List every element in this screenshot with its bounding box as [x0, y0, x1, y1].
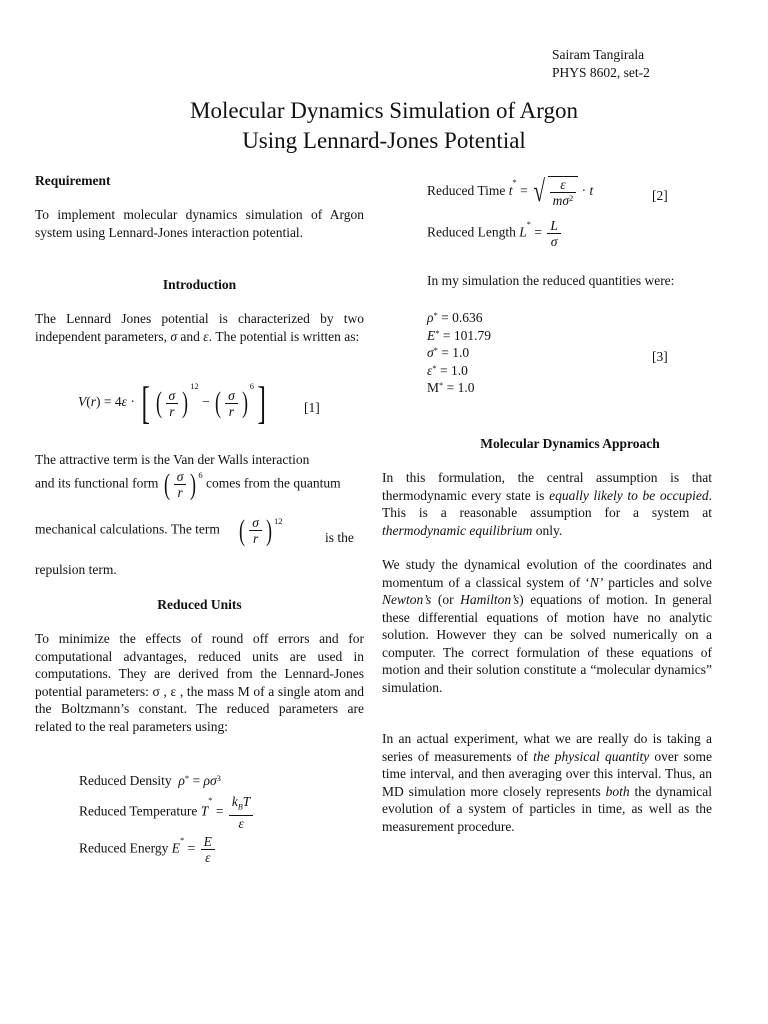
mechanical-line: mechanical calculations. The term ( $\frac{\sigma}{r}$ ) $^{12}$ is the [35, 513, 354, 547]
course-line: PHYS 8602, set-2 [552, 64, 650, 80]
requirement-heading: Requirement [35, 173, 111, 188]
simulation-intro: In my simulation the reduced quantities were: [427, 273, 675, 288]
epsilon-value-row: ε* = 1.0 [427, 362, 468, 378]
md-approach-heading: Molecular Dynamics Approach [480, 436, 660, 451]
sigma-value-row: σ* = 1.0 [427, 345, 470, 360]
reduced-density-eq: Reduced Density $\rho^* = \rho\sigma^3$ [79, 773, 221, 788]
title-line-2: Using Lennard-Jones Potential [242, 128, 526, 153]
reduced-units-heading: Reduced Units [157, 597, 242, 612]
equation-3-number: [3] [652, 349, 668, 364]
reduced-energy-eq: Reduced Energy E* = $\frac{E}{\varepsilon}$ [79, 834, 217, 865]
introduction-text: The Lennard Jones potential is characterized by two independent parameters, σ and ε. The potential is written as: [35, 311, 364, 344]
reduced-time-eq: Reduced Time t* = √ $\frac{\varepsilon}{m\sigma^2}$ · t [427, 175, 594, 209]
author-block [552, 46, 650, 81]
equation-1-number: [1] [304, 400, 320, 415]
attractive-line-1: The attractive term is the Van der Walls interaction [35, 452, 310, 467]
reduced-values-list [427, 309, 491, 397]
author-name: Sairam Tangirala [552, 47, 645, 62]
equation-2-number: [2] [652, 188, 668, 203]
energy-value-row: E* = 101.79 [427, 327, 491, 343]
introduction-heading: Introduction [162, 277, 237, 292]
title-line-1: Molecular Dynamics Simulation of Argon [190, 98, 578, 123]
requirement-text: To implement molecular dynamics simulation of Argon system using Lennard-Jones interaction potential. [35, 207, 364, 240]
equation-1: V(r) = 4ε · [ ( $\frac{\sigma}{r}$ ) $^{12}$ − ( $\frac{\sigma}{r}$ ) $^6$] [78, 377, 266, 428]
reduced-temperature-eq: Reduced Temperature T* = $\frac{k_BT}{\varepsilon}$ [79, 794, 255, 831]
repulsion-line: repulsion term. [35, 562, 117, 577]
md-paragraph-2: We study the dynamical evolution of the coordinates and momentum of a classical system of ‘N’ particles and solve Newton’s (or Hamilton’s) equations of motion. In general these differential equations of motion have no analytic solution. However they can be solved numerically on a computer. The correct formulation of these equations of motion and their solution constitute a “molecular dynamics” simulation. [382, 557, 713, 695]
paper-title [100, 96, 668, 156]
rho-value-row: ρ* = 0.636 [427, 310, 483, 325]
attractive-line-2: and its functional form ( $\frac{\sigma}{r}$ ) $^6$ comes from the quantum [35, 467, 341, 501]
reduced-length-eq: Reduced Length L* = $\frac{L}{\sigma}$ [427, 218, 563, 249]
md-paragraph-3: In an actual experiment, what we are really do is taking a series of measurements of the physical quantity over some time interval, and then averaging over this interval. Thus, an MD simulation more closely represents both the dynamical evolution of a system of particles in time, as well as the measurement procedure. [382, 731, 713, 834]
reduced-units-text: To minimize the effects of round off errors and for computational advantages, reduced units are used in computations. They are derived from the Lennard-Jones potential parameters: σ , ε , the mass M of a single atom and the Boltzmann’s constant. The reduced parameters are related to the real parameters using: [35, 631, 364, 734]
md-paragraph-1: In this formulation, the central assumption is that thermodynamic every state is equally likely to be occupied. This is a reasonable assumption for a system at thermodynamic equilibrium only. [382, 470, 713, 538]
mass-value-row: M* = 1.0 [427, 380, 475, 395]
